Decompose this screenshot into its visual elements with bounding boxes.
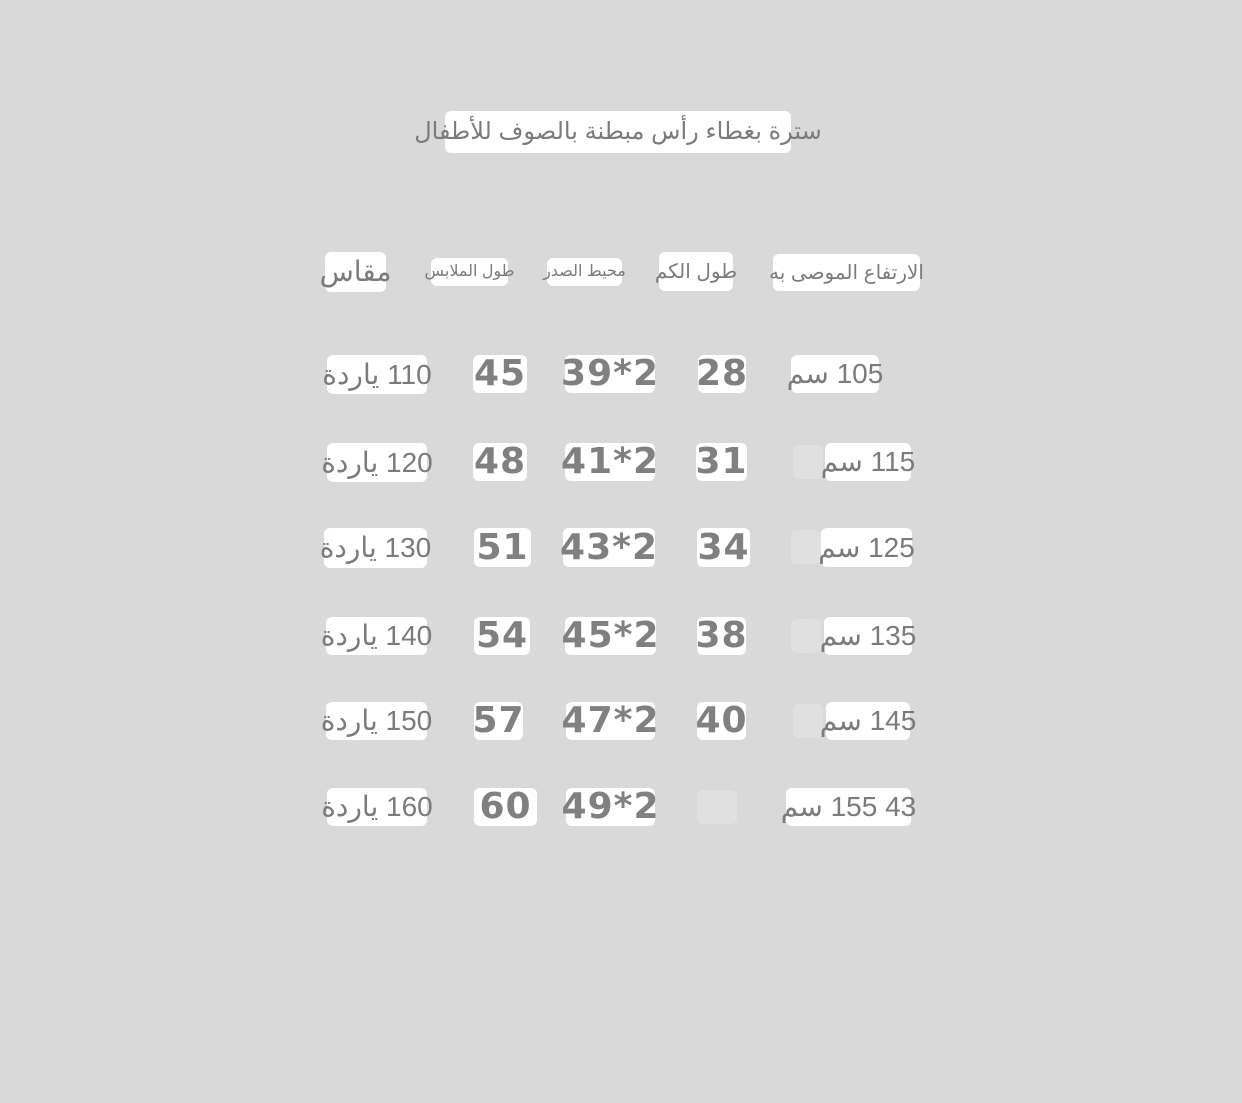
clothing-length-cell: 45	[473, 353, 527, 394]
header-size: مقاس	[325, 252, 386, 292]
blank-cell	[793, 704, 823, 738]
blank-cell	[791, 619, 821, 653]
blank-cell	[793, 445, 823, 479]
height-cell: 115 سم	[825, 443, 911, 481]
clothing-length-cell: 48	[473, 441, 527, 482]
size-cell: 110 ياردة	[327, 355, 427, 394]
blank-cell	[791, 530, 821, 564]
sleeve-length-cell: 28	[695, 353, 749, 394]
size-cell: 160 ياردة	[327, 788, 427, 826]
page-title: سترة بغطاء رأس مبطنة بالصوف للأطفال	[445, 111, 791, 153]
header-recommended-height: الارتفاع الموصى به	[773, 254, 920, 291]
sleeve-length-cell: 34	[697, 526, 750, 568]
header-clothing-length: طول الملابس	[431, 258, 508, 286]
size-cell: 120 ياردة	[327, 443, 427, 482]
sleeve-length-cell: 40	[695, 700, 748, 741]
chest-cell: 39*2	[561, 353, 659, 394]
sleeve-length-cell-empty	[697, 790, 737, 824]
height-cell: 135 سم	[824, 617, 912, 655]
height-cell: 145 سم	[826, 702, 910, 740]
chest-cell: 49*2	[561, 786, 660, 827]
height-cell: 105 سم	[791, 355, 879, 393]
size-cell: 140 ياردة	[326, 617, 427, 655]
height-cell: 43 155 سم	[786, 788, 911, 826]
sleeve-length-cell: 38	[695, 615, 748, 656]
clothing-length-cell: 54	[475, 615, 529, 656]
clothing-length-cell: 60	[474, 788, 537, 826]
sleeve-length-cell: 31	[695, 441, 748, 482]
chest-cell: 41*2	[561, 441, 659, 482]
size-cell: 130 ياردة	[324, 528, 427, 568]
header-chest-circumference: محيط الصدر	[547, 258, 622, 286]
chest-cell: 43*2	[560, 526, 658, 568]
height-cell: 125 سم	[821, 528, 912, 567]
chest-cell: 47*2	[561, 700, 660, 741]
size-cell: 150 ياردة	[326, 702, 427, 740]
chest-cell: 45*2	[561, 615, 660, 656]
header-sleeve-length: طول الكم	[659, 252, 733, 291]
clothing-length-cell: 51	[474, 528, 531, 567]
clothing-length-cell: 57	[472, 700, 525, 741]
